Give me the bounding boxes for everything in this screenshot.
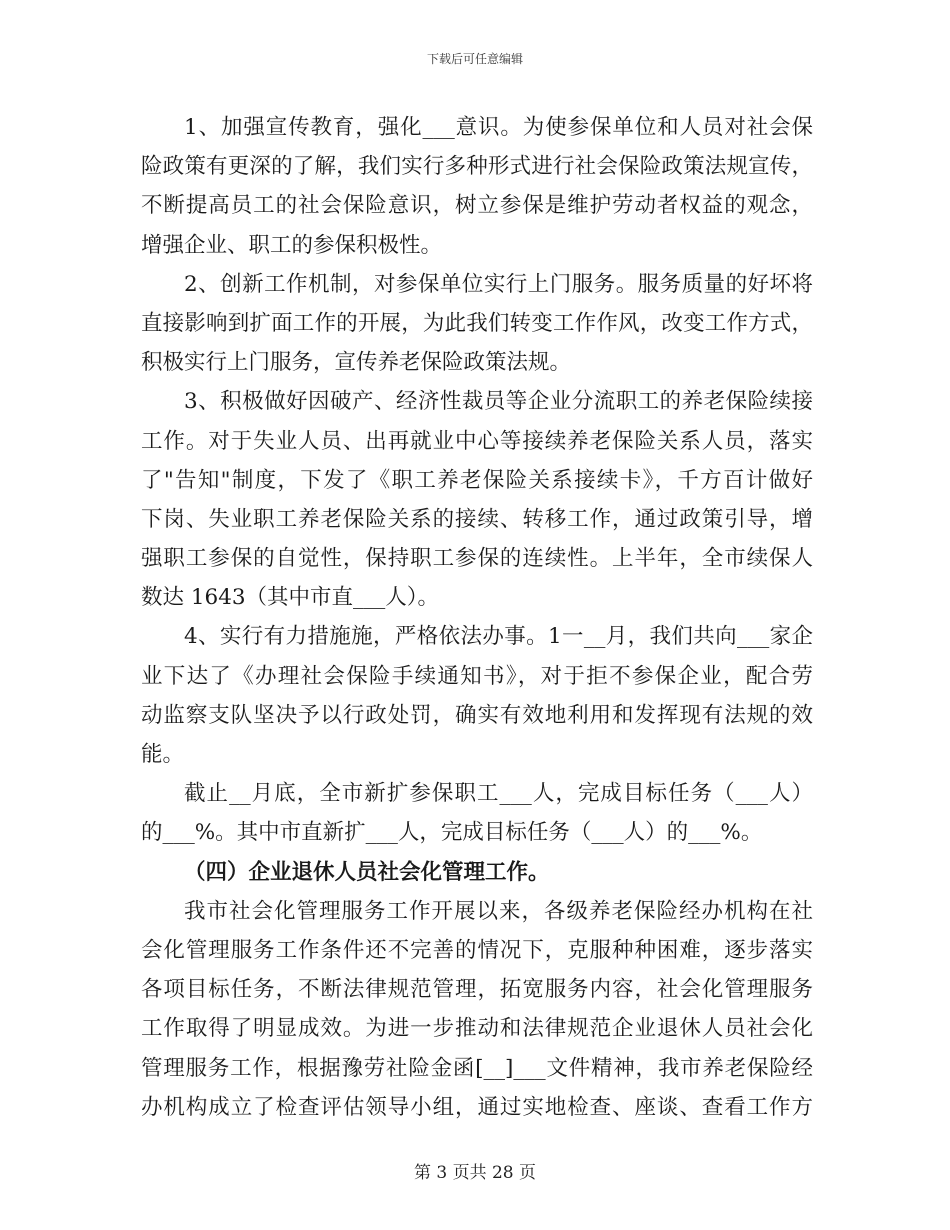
text-line: 1、加强宣传教育，强化___意识。为使参保单位和人员对社会保 — [184, 115, 813, 140]
text-line: 增强企业、职工的参保积极性。 — [141, 232, 443, 258]
text-line: 各项目标任务，不断法律规范管理，拓宽服务内容，社会化管理服务 — [141, 977, 813, 1003]
document-body — [141, 108, 813, 1127]
text-line: 强职工参保的自觉性，保持职工参保的连续性。上半年，全市续保人 — [141, 546, 813, 572]
text-line: 截止__月底，全市新扩参保职工___人，完成目标任务（___人） — [184, 781, 813, 807]
text-line: 直接影响到扩面工作的开展，为此我们转变工作作风，改变工作方式， — [141, 310, 813, 336]
text-line: 能。 — [141, 742, 185, 767]
text-line: 3、积极做好因破产、经济性裁员等企业分流职工的养老保险续接 — [184, 389, 813, 415]
text-line: 的___%。其中市直新扩___人，完成目标任务（___人）的___%。 — [141, 820, 763, 846]
text-line: 工作取得了明显成效。为进一步推动和法律规范企业退休人员社会化 — [141, 1016, 813, 1042]
text-line: 不断提高员工的社会保险意识，树立参保是维护劳动者权益的观念， — [141, 193, 813, 219]
text-line: 了"告知"制度，下发了《职工养老保险关系接续卡》，千方百计做好 — [141, 467, 813, 493]
text-line: 管理服务工作，根据豫劳社险金函[__]___文件精神，我市养老保险经 — [141, 1055, 813, 1081]
text-line: 我市社会化管理服务工作开展以来，各级养老保险经办机构在社 — [184, 898, 813, 924]
page-header: 下载后可任意编辑 — [426, 52, 523, 66]
section-heading: （四）企业退休人员社会化管理工作。 — [184, 859, 550, 885]
text-line: 积极实行上门服务，宣传养老保险政策法规。 — [141, 350, 572, 376]
text-line: 下岗、失业职工养老保险关系的接续、转移工作，通过政策引导，增 — [141, 506, 813, 532]
text-line: 会化管理服务工作条件还不完善的情况下，克服种种困难，逐步落实 — [141, 937, 813, 963]
text-line: 4、实行有力措施施，严格依法办事。1一__月，我们共向___家企 — [184, 624, 813, 650]
text-line: 业下达了《办理社会保险手续通知书》，对于拒不参保企业，配合劳 — [141, 663, 813, 689]
text-line: 数达 1643（其中市直___人）。 — [141, 585, 440, 611]
text-line: 动监察支队坚决予以行政处罚，确实有效地利用和发挥现有法规的效 — [141, 702, 813, 728]
text-line: 工作。对于失业人员、出再就业中心等接续养老保险关系人员，落实 — [141, 428, 813, 454]
text-line: 2、创新工作机制，对参保单位实行上门服务。服务质量的好坏将 — [184, 271, 813, 297]
text-line: 办机构成立了检查评估领导小组，通过实地检查、座谈、查看工作方 — [141, 1094, 813, 1120]
text-line: 险政策有更深的了解，我们实行多种形式进行社会保险政策法规宣传， — [141, 154, 813, 180]
page-footer: 第 3 页共 28 页 — [413, 1163, 537, 1183]
